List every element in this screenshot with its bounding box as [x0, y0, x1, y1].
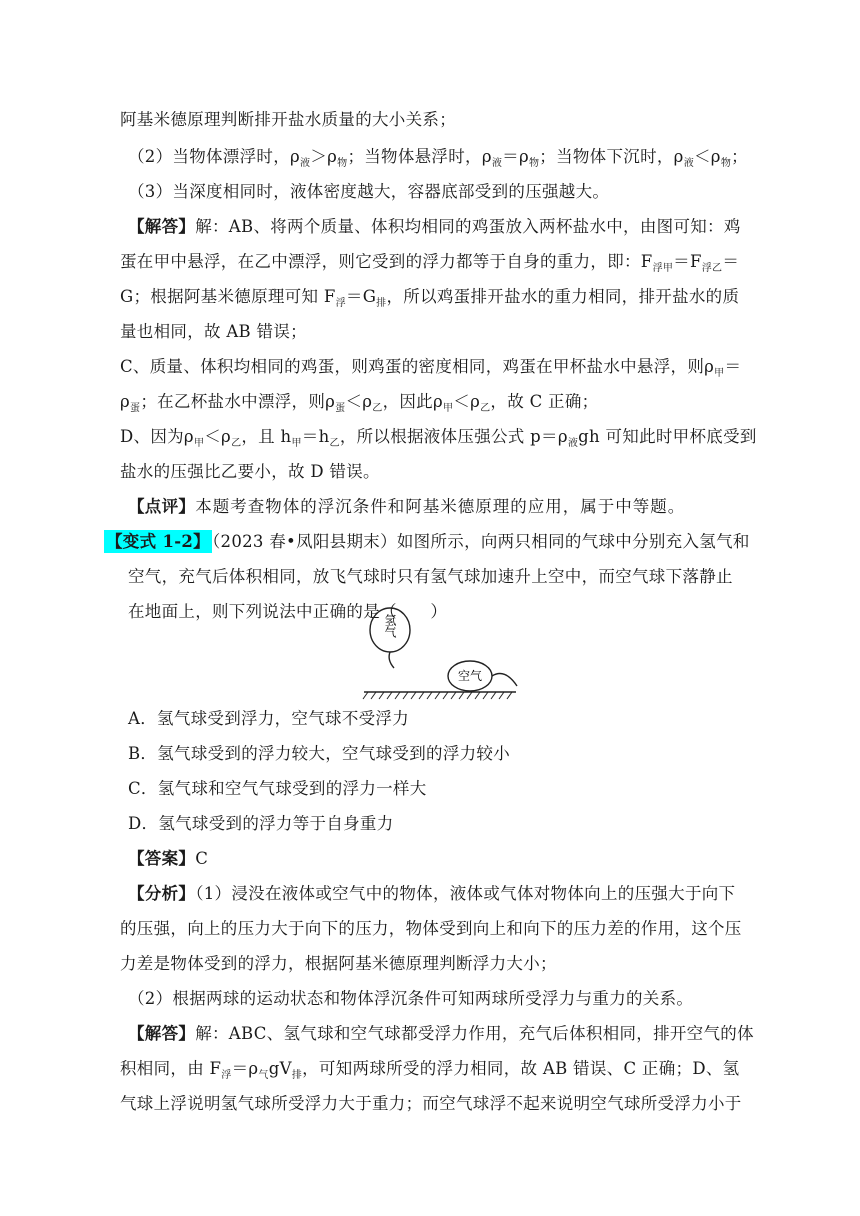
comment-line — [128, 495, 778, 519]
text-line: 气球上浮说明氢气球所受浮力大于重力；而空气球浮不起来说明空气球所受浮力小于 — [120, 1094, 742, 1113]
analysis-tag: 【分析】 — [128, 884, 196, 903]
answer-tag: 【答案】 — [128, 849, 196, 868]
answer-line — [128, 847, 778, 871]
analysis-heading-line: 【分析】（1）浸没在液体或空气中的物体，液体或气体对物体向上的压强大于向下 — [128, 884, 736, 903]
option-a: A．氢气球受到浮力，空气球不受浮力 — [128, 709, 410, 728]
text-line: 在地面上，则下列说法中正确的是（ ） — [128, 602, 448, 621]
variant-tag: 【变式 1-2】 — [106, 532, 210, 551]
option-d: D．氢气球受到的浮力等于自身重力 — [128, 814, 394, 833]
comment-text: 本题考查物体的浮沉条件和阿基米德原理的应用，属于中等题。 — [195, 497, 686, 516]
hydrogen-balloon-string — [389, 652, 394, 668]
text-line: （2）当物体漂浮时，$\rho_液>\rho_物$；当物体悬浮时，$\rho_液=\rho_物$；当物体下沉时，$\rho_液<\rho_物$； — [128, 147, 748, 169]
solution-heading-line: 【解答】解：AB、将两个质量、体积均相同的鸡蛋放入两杯盐水中，由图可知：鸡 — [128, 217, 741, 236]
air-balloon-string — [492, 674, 517, 686]
text-line: C、质量、体积均相同的鸡蛋，则鸡蛋的密度相同，鸡蛋在甲杯盐水中悬浮，则$\rho_甲=$ — [120, 357, 742, 379]
text-line: 量也相同，故 AB 错误； — [120, 322, 307, 341]
text-line: $\rho_蛋$；在乙杯盐水中漂浮，则$\rho_蛋<\rho_乙$，因此$\rho_甲<\rho_乙$，故 C 正确； — [120, 392, 599, 414]
balloons-figure — [360, 606, 520, 700]
text-line: （2）根据两球的运动状态和物体浮沉条件可知两球所受浮力与重力的关系。 — [128, 989, 694, 1008]
text-line: （3）当深度相同时，液体密度越大，容器底部受到的压强越大。 — [128, 182, 610, 201]
text-line: 阿基米德原理判断排开盐水质量的大小关系； — [120, 110, 456, 129]
comment-tag: 【点评】 — [128, 497, 196, 516]
solution-tag: 【解答】 — [128, 217, 196, 236]
variant-heading-line: 【变式 1-2】 （2023 春•凤阳县期末）如图所示，向两只相同的气球中分别充入氢气和 — [106, 532, 750, 551]
hydrogen-label: 氢气 — [383, 614, 397, 638]
solution2-heading-line: 【解答】解：ABC、氢气球和空气球都受浮力作用，充气后体积相同，排开空气的体 — [128, 1024, 754, 1043]
option-b: B．氢气球受到的浮力较大，空气球受到的浮力较小 — [128, 744, 511, 763]
text-line: 的压强，向上的压力大于向下的压力，物体受到向上和向下的压力差的作用，这个压 — [120, 919, 742, 938]
text-line: 空气，充气后体积相同，放飞气球时只有氢气球加速升上空中，而空气球下落静止 — [128, 567, 733, 586]
air-label: 空气 — [457, 669, 483, 683]
solution-tag: 【解答】 — [128, 1024, 196, 1043]
text-line: 盐水的压强比乙要小，故 D 错误。 — [120, 462, 380, 481]
ground-hatching — [363, 692, 512, 699]
option-c: C．氢气球和空气气球受到的浮力一样大 — [128, 779, 427, 798]
answer-value: C — [195, 849, 209, 868]
text-line: 蛋在甲中悬浮，在乙中漂浮，则它受到的浮力都等于自身的重力，即：$F_{浮甲}=F_{浮乙}=$ — [120, 252, 740, 274]
text-line: 积相同，由 $F_浮=\rho_气gV_排$，可知两球所受的浮力相同，故 AB 错误、C 正确；D、氢 — [120, 1059, 740, 1081]
text-line: D、因为$\rho_甲<\rho_乙$，且 $h_甲=h_乙$，所以根据液体压强公式 $p=\rho_液gh$ 可知此时甲杯底受到 — [120, 427, 757, 449]
text-line: 力差是物体受到的浮力，根据阿基米德原理判断浮力大小； — [120, 954, 557, 973]
text-line: G；根据阿基米德原理可知 $F_浮=G_排$，所以鸡蛋排开盐水的重力相同，排开盐水的质 — [120, 287, 740, 309]
